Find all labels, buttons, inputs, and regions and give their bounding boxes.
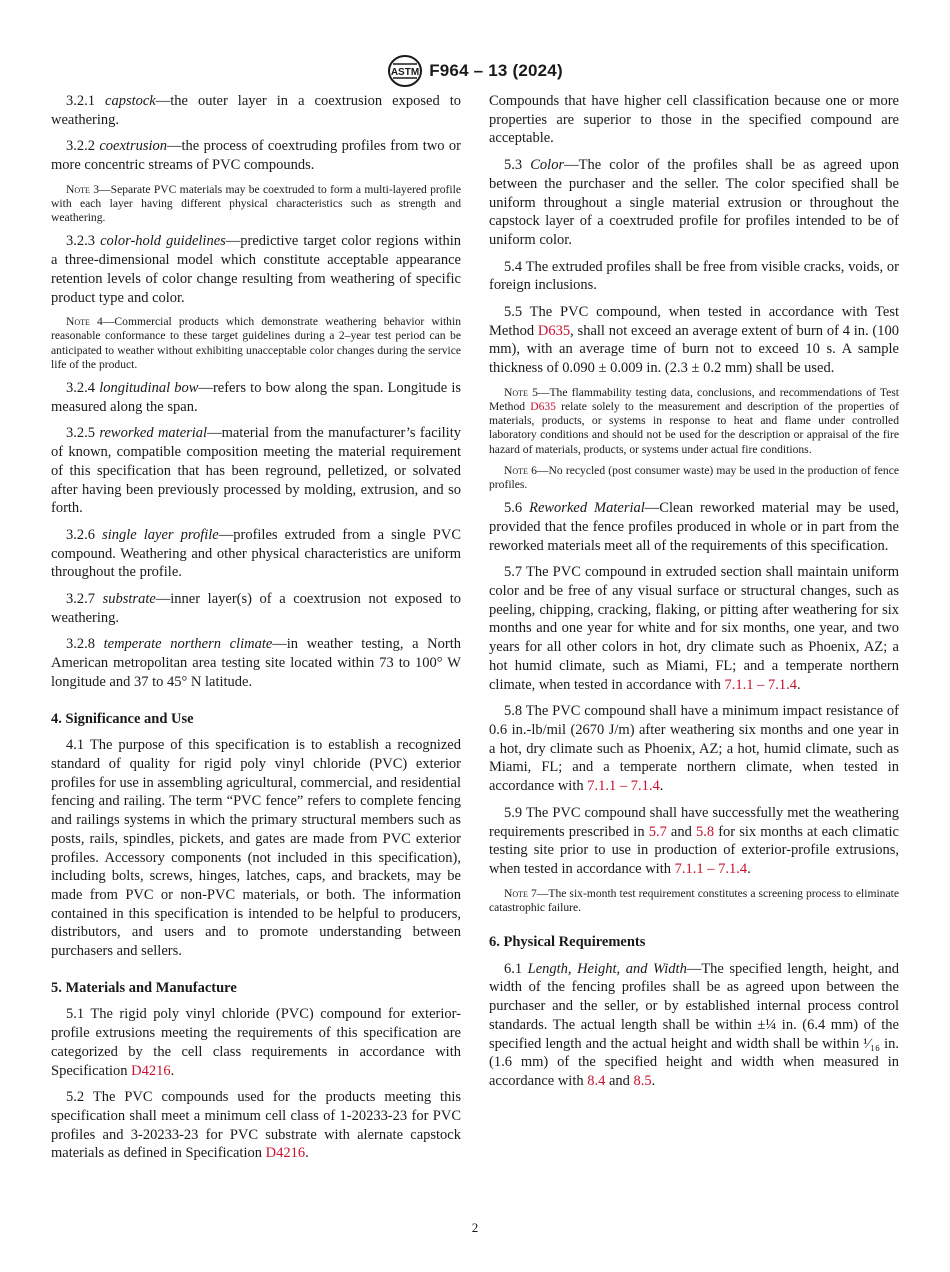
page-header bbox=[0, 54, 950, 88]
definition-3-2-8: 3.2.8 temperate northern climate—in weather testing, a North American metropolitan area testing site located within 73 to 100° W longitude and 37 to 45° N latitude. bbox=[51, 636, 461, 690]
reference-link-8-4[interactable]: 8.4 bbox=[587, 1072, 606, 1089]
paragraph-5-4: 5.4 The extruded profiles shall be free from visible cracks, voids, or foreign inclusions. bbox=[489, 258, 899, 294]
section-4-heading: 4. Significance and Use bbox=[51, 710, 194, 727]
paragraph-5-9: 5.9 The PVC compound shall have successfully met the weathering requirements prescribed in 5.7 and 5.8 for six months at each climatic testing site prior to use in production of exterior-profile extrusions, when tested in accordance with 7.1.1 – 7.1.4. bbox=[489, 804, 899, 877]
section-6-heading: 6. Physical Requirements bbox=[489, 934, 646, 951]
left-column bbox=[51, 92, 461, 1171]
note-6: Note 6—No recycled (post consumer waste) may be used in the production of fence profiles. bbox=[489, 463, 899, 492]
astm-logo-icon bbox=[387, 54, 423, 88]
reference-link-7-1-1-7-1-4[interactable]: 7.1.1 – 7.1.4 bbox=[587, 778, 660, 795]
paragraph-5-2: 5.2 The PVC compounds used for the products meeting this specification shall meet a minimum cell class of 1-20233-23 for PVC profiles and 3-20233-23 for PVC substrate with alernate capstock materials as defined in Specification D4216. bbox=[51, 1089, 461, 1162]
note-3: Note 3—Separate PVC materials may be coextruded to form a multi-layered profile with each layer having different physical characteristics such as strength and weathering. bbox=[51, 182, 461, 225]
note-4: Note 4—Commercial products which demonstrate weathering behavior within reasonable conformance to these target guidelines during a 2–year test period can be anticipated to weather without exhibiting unacceptable color changes during the service life of the product. bbox=[51, 315, 461, 371]
paragraph-5-6: 5.6 Reworked Material—Clean reworked material may be used, provided that the fence profiles produced in whole or in part from the reworked materials meet all of the requirements of this specification. bbox=[489, 500, 899, 554]
note-7: Note 7—The six-month test requirement constitutes a screening process to eliminate catastrophic failure. bbox=[489, 886, 899, 914]
paragraph-4-1: 4.1 The purpose of this specification is to establish a recognized standard of quality for rigid poly vinyl chloride (PVC) exterior profiles for use in assembling agricultural, commercial, and residential fencing and railing. The term “PVC fence” refers to complete fencing and railings systems in which the primary structural members such as posts, rails, spindles, pickets, and gates are made from PVC exterior profiles. Accessory components (not included in this specification), including bolts, screws, hinges, latches, caps, and brackets, may be made from PVC or non-PVC materials, or both. The information contained in this specification is intended to be helpful to producers, distributors, and users and to promote understanding between purchasers and sellers. bbox=[51, 737, 461, 960]
paragraph-5-3: 5.3 Color—The color of the profiles shall be as agreed upon between the purchaser and the seller. The color specified shall be uniform throughout a single material extrusion or throughout the capstock layer of a coextruded profile for profiles intended to be of uniform color. bbox=[489, 157, 899, 248]
reference-link-d4216[interactable]: D4216 bbox=[265, 1145, 306, 1162]
right-column bbox=[489, 92, 899, 1099]
reference-link-7-1-1-7-1-4[interactable]: 7.1.1 – 7.1.4 bbox=[674, 860, 748, 877]
reference-link-d4216[interactable]: D4216 bbox=[131, 1062, 171, 1079]
definition-3-2-7: 3.2.7 substrate—inner layer(s) of a coextrusion not exposed to weathering. bbox=[51, 591, 462, 626]
definition-3-2-6: 3.2.6 single layer profile—profiles extruded from a single PVC compound. Weathering and other physical characteristics are uniform throughout the profile. bbox=[51, 526, 461, 581]
reference-link-d635[interactable]: D635 bbox=[530, 400, 556, 414]
paragraph-5-7: 5.7 The PVC compound in extruded section shall maintain uniform color and be free of any visual surface or structural changes, such as peeling, chipping, cracking, flaking, or pitting after weathering for six months and one year for white and for six months, one year, and two years for all other colors in hot, dry climate such as Phoenix, AZ; a hot humid climate, such as Miami, FL; and a temperate northern climate, when tested in accordance with 7.1.1 – 7.1.4. bbox=[489, 564, 899, 693]
definition-3-2-2: 3.2.2 coextrusion—the process of coextruding profiles from two or more concentric streams of PVC compounds. bbox=[51, 138, 461, 174]
paragraph-5-8: 5.8 The PVC compound shall have a minimum impact resistance of 0.6 in.-lb/mil (2670 J/m) after weathering six months and one year in a hot, dry climate such as Phoenix, AZ; a hot, humid climate, such as Miami, FL; and a temperate northern climate, when tested in accordance with 7.1.1 – 7.1.4. bbox=[489, 703, 899, 795]
logo-text: ASTM bbox=[391, 67, 420, 78]
paragraph-6-1: 6.1 Length, Height, and Width—The specified length, height, and width of the fencing profiles shall be as agreed upon between the purchaser and the seller, or by established internal process control standards. The actual length shall be within ±¼ in. (6.4 mm) of the specified length and the actual height and width shall be within ¹⁄₁₆ in. (1.6 mm) of the specified height and width when measured in accordance with 8.4 and 8.5. bbox=[489, 960, 899, 1089]
paragraph-5-1: 5.1 The rigid poly vinyl chloride (PVC) compound for exterior-profile extrusions meeting the requirements of this specification are categorized by the cell class requirements in accordance with Specification D4216. bbox=[51, 1006, 461, 1079]
definition-3-2-3: 3.2.3 color-hold guidelines—predictive target color regions within a three-dimensional model which constitute acceptable appearance retention levels of color change resulting from weathering of specific product type and color. bbox=[51, 233, 462, 306]
definition-3-2-5: 3.2.5 reworked material—material from the manufacturer’s facility of known, compatible composition meeting the material requirement of this specification that has been reground, pelletized, or solvated after having been previously processed by molding, extrusion, and so forth. bbox=[51, 425, 461, 517]
reference-link-5-7[interactable]: 5.7 bbox=[648, 823, 667, 840]
definition-3-2-4: 3.2.4 longitudinal bow—refers to bow along the span. Longitude is measured along the span. bbox=[51, 380, 461, 415]
paragraph-5-2-continued: Compounds that have higher cell classification because one or more properties are superior to those in the specified compound are acceptable. bbox=[489, 93, 899, 147]
definition-3-2-1: 3.2.1 capstock—the outer layer in a coextrusion exposed to weathering. bbox=[51, 93, 461, 128]
paragraph-5-5: 5.5 The PVC compound, when tested in accordance with Test Method D635, shall not exceed an average extent of burn of 4 in. (100 mm), with an average time of burn not to exceed 10 s. A sample thickness of 0.090 ± 0.009 in. (2.3 ± 0.2 mm) shall be used. bbox=[489, 304, 900, 377]
document-designation: F964 – 13 (2024) bbox=[429, 61, 563, 80]
page-number: 2 bbox=[471, 1220, 479, 1235]
section-5-heading: 5. Materials and Manufacture bbox=[51, 979, 237, 996]
note-5: Note 5—The flammability testing data, conclusions, and recommendations of Test Method D635 relate solely to the measurement and description of the properties of materials, products, or systems in response to heat and flame under controlled laboratory conditions and should not be used for the description or appraisal of the fire hazard of materials, products, or systems under actual fire conditions. bbox=[489, 385, 899, 456]
reference-link-d635[interactable]: D635 bbox=[537, 322, 571, 339]
reference-link-5-8[interactable]: 5.8 bbox=[695, 823, 715, 840]
reference-link-8-5[interactable]: 8.5 bbox=[633, 1072, 652, 1089]
reference-link-7-1-1-7-1-4[interactable]: 7.1.1 – 7.1.4 bbox=[724, 676, 798, 693]
